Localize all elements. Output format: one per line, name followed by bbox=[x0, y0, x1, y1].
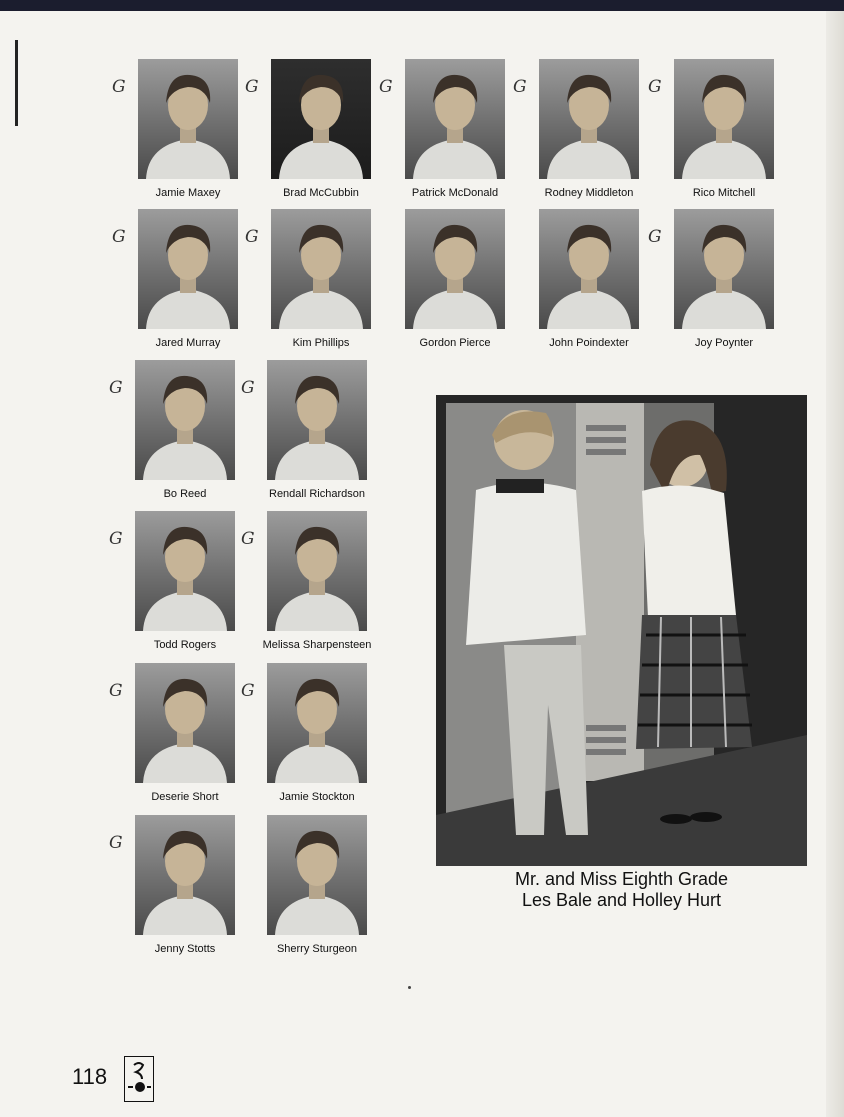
portrait-photo bbox=[138, 209, 238, 329]
portrait-photo bbox=[539, 59, 639, 179]
portrait-photo bbox=[135, 663, 235, 783]
student-name: John Poindexter bbox=[549, 337, 629, 349]
student-name: Deserie Short bbox=[151, 791, 219, 803]
yearbook-logo-icon bbox=[124, 1056, 154, 1102]
handwritten-mark: G bbox=[241, 529, 255, 549]
handwritten-mark: G bbox=[513, 77, 527, 97]
portrait-photo bbox=[267, 511, 367, 631]
top-border bbox=[0, 0, 844, 11]
handwritten-mark: G bbox=[245, 77, 259, 97]
student-name: Sherry Sturgeon bbox=[276, 943, 358, 955]
feature-photo bbox=[436, 395, 807, 866]
handwritten-mark: G bbox=[109, 833, 123, 853]
portrait-photo bbox=[405, 209, 505, 329]
student-name: Bo Reed bbox=[163, 488, 207, 500]
student-name: Melissa Sharpensteen bbox=[262, 639, 372, 651]
handwritten-mark: G bbox=[241, 378, 255, 398]
portrait-photo bbox=[135, 815, 235, 935]
portrait-photo bbox=[267, 360, 367, 480]
portrait-photo bbox=[674, 209, 774, 329]
student-name: Rodney Middleton bbox=[544, 187, 634, 199]
student-name: Rico Mitchell bbox=[692, 187, 756, 199]
handwritten-mark: G bbox=[112, 77, 126, 97]
portrait-photo bbox=[674, 59, 774, 179]
handwritten-mark: G bbox=[648, 227, 662, 247]
handwritten-mark: G bbox=[648, 77, 662, 97]
handwritten-mark: G bbox=[112, 227, 126, 247]
student-name: Jamie Stockton bbox=[279, 791, 355, 803]
handwritten-mark: G bbox=[109, 681, 123, 701]
portrait-photo bbox=[271, 209, 371, 329]
student-name: Brad McCubbin bbox=[283, 187, 359, 199]
student-name: Jenny Stotts bbox=[154, 943, 216, 955]
stray-mark bbox=[408, 986, 411, 989]
feature-caption bbox=[436, 869, 807, 911]
student-name: Rendall Richardson bbox=[269, 488, 365, 500]
handwritten-mark: G bbox=[109, 529, 123, 549]
handwritten-mark: G bbox=[109, 378, 123, 398]
handwritten-mark: G bbox=[379, 77, 393, 97]
page-number: 118 bbox=[72, 1064, 108, 1089]
student-name: Jamie Maxey bbox=[155, 187, 221, 199]
page-edge-shadow bbox=[826, 11, 844, 1117]
student-name: Patrick McDonald bbox=[411, 187, 499, 199]
student-name: Todd Rogers bbox=[153, 639, 217, 651]
student-name: Jared Murray bbox=[155, 337, 221, 349]
portrait-photo bbox=[138, 59, 238, 179]
portrait-photo bbox=[135, 511, 235, 631]
portrait-photo bbox=[267, 815, 367, 935]
portrait-photo bbox=[539, 209, 639, 329]
handwritten-mark: G bbox=[241, 681, 255, 701]
portrait-photo bbox=[135, 360, 235, 480]
portrait-photo bbox=[267, 663, 367, 783]
student-name: Kim Phillips bbox=[292, 337, 350, 349]
caption-names: Les Bale and Holley Hurt bbox=[521, 890, 722, 910]
handwritten-mark: G bbox=[245, 227, 259, 247]
student-name: Gordon Pierce bbox=[419, 337, 491, 349]
caption-title: Mr. and Miss Eighth Grade bbox=[514, 869, 729, 889]
portrait-photo bbox=[271, 59, 371, 179]
portrait-photo bbox=[405, 59, 505, 179]
student-name: Joy Poynter bbox=[694, 337, 754, 349]
binding-mark bbox=[15, 40, 18, 126]
